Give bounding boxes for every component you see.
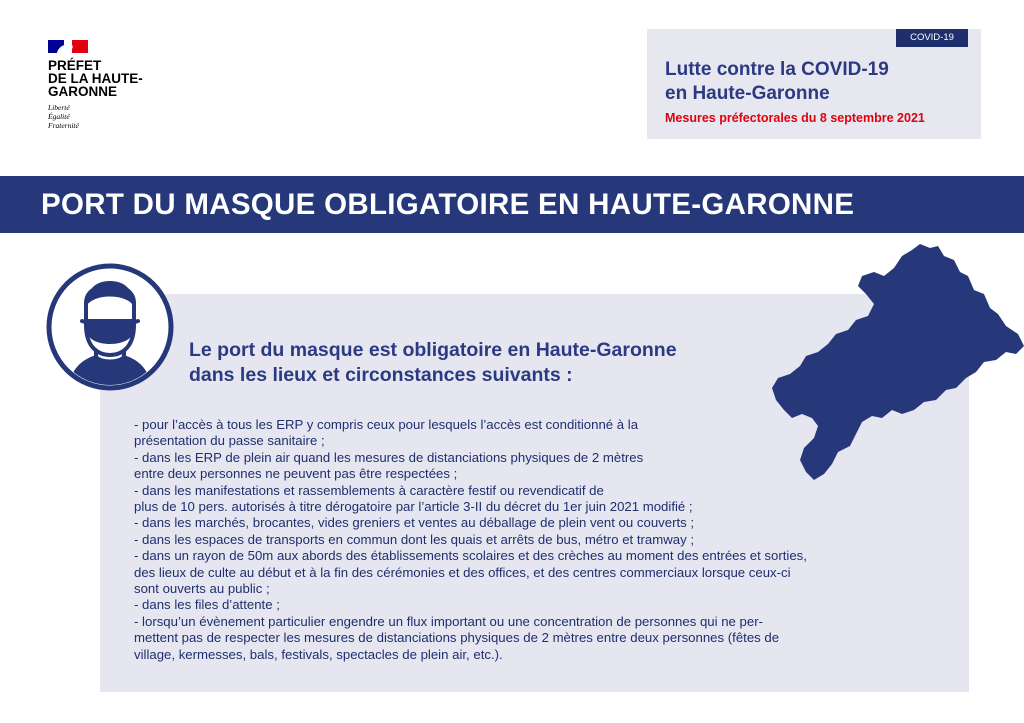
measure-line: sont ouverts au public ; <box>134 581 270 597</box>
measure-line: - dans les ERP de plein air quand les mesures de distanciations physiques de 2 mètres <box>134 449 644 465</box>
measure-line: - dans les espaces de transports en commun dont les quais et arrêts de bus, métro et tramway ; <box>134 531 695 547</box>
measure-line: des lieux de culte au début et à la fin des cérémonies et des offices, et des centres commerciaux lorsque ceux-ci <box>134 564 791 580</box>
info-box <box>647 29 981 139</box>
measure-line: - dans les marchés, brocantes, vides greniers et ventes au déballage de plein vent ou couverts ; <box>134 515 695 531</box>
motto-line: Liberté <box>48 103 70 112</box>
measure-line: plus de 10 pers. autorisés à titre dérogatoire par l’article 3-II du décret du 1er juin 2021 modifié ; <box>134 499 693 515</box>
prefecture-name-line: PRÉFET <box>48 58 102 73</box>
measure-line: - pour l’accès à tous les ERP y compris ceux pour lesquels l’accès est conditionné à la <box>134 417 639 432</box>
measure-line: présentation du passe sanitaire ; <box>134 433 325 449</box>
measure-line: - dans les manifestations et rassemblements à caractère festif ou revendicatif de <box>134 482 604 498</box>
info-title-line: en Haute-Garonne <box>665 83 830 104</box>
prefecture-name-line: DE LA HAUTE- <box>48 71 143 86</box>
marianne-logo-icon <box>48 40 88 53</box>
measure-line: village, kermesses, bals, festivals, spectacles de plein air, etc.). <box>134 646 503 662</box>
prefecture-logo <box>48 40 188 130</box>
motto-line: Fraternité <box>48 121 79 130</box>
heading-line: Le port du masque est obligatoire en Haute-Garonne <box>189 339 677 361</box>
prefecture-name-line: GARONNE <box>48 84 118 99</box>
info-subtitle: Mesures préfectorales du 8 septembre 2021 <box>665 111 925 125</box>
banner-title: PORT DU MASQUE OBLIGATOIRE EN HAUTE-GARONNE <box>41 188 855 221</box>
masked-person-icon <box>46 263 174 391</box>
measures-list <box>134 417 934 663</box>
covid-tag: COVID-19 <box>896 29 968 47</box>
info-title <box>665 58 889 106</box>
republic-motto <box>48 103 188 130</box>
measure-line: - dans un rayon de 50m aux abords des établissements scolaires et des crèches au moment des entrées et sorties, <box>134 548 807 564</box>
measure-line: - dans les files d’attente ; <box>134 597 280 613</box>
measure-line: mettent pas de respecter les mesures de distanciations physiques de 2 mètres entre deux personnes (fêtes de <box>134 630 780 646</box>
heading-line: dans les lieux et circonstances suivants : <box>189 364 573 386</box>
section-heading <box>189 338 677 388</box>
title-banner <box>0 176 1024 233</box>
info-title-line: Lutte contre la COVID-19 <box>665 59 889 80</box>
prefecture-name <box>48 59 188 98</box>
motto-line: Égalité <box>48 112 70 121</box>
measure-line: - lorsqu’un évènement particulier engendre un flux important ou une concentration de personnes qui ne per- <box>134 613 763 629</box>
measure-line: entre deux personnes ne peuvent pas être respectées ; <box>134 466 458 482</box>
